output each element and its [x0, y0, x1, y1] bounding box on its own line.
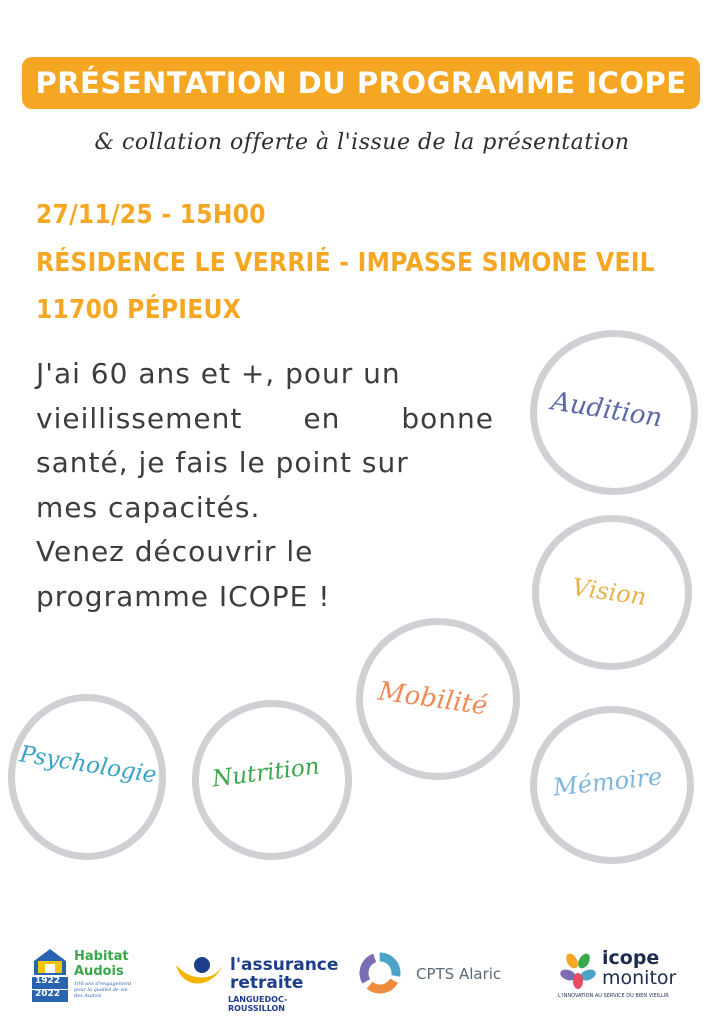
audition-label: Audition: [549, 386, 665, 434]
event-location: RÉSIDENCE LE VERRIÉ - IMPASSE SIMONE VEIL: [36, 248, 655, 278]
icope-name: icope: [602, 947, 660, 969]
body-line: J'ai 60 ans et +, pour un: [36, 357, 401, 390]
habitat-year-end: 2022: [35, 989, 61, 999]
body-line: santé, je fais le point sur: [36, 446, 409, 479]
icope-tagline: L'INNOVATION AU SERVICE DU BIEN VIEILLIR: [558, 993, 669, 999]
habitat-year-start: 1922: [35, 976, 61, 986]
event-date: 27/11/25 - 15H00: [36, 200, 266, 230]
assurance-name: retraite: [230, 973, 304, 993]
habitat-name: Habitat: [74, 949, 129, 964]
cpts-name: CPTS Alaric: [416, 965, 502, 983]
cpts-alaric-logo: [358, 945, 528, 1005]
assurance-retraite-logo: [172, 945, 339, 1013]
icope-flower-icon: [558, 951, 598, 991]
psychologie-label: Psychologie: [17, 741, 159, 789]
subtitle: & collation offerte à l'issue de la présentation: [94, 130, 630, 155]
icope-monitor-logo: [558, 945, 698, 1005]
habitat-tagline: 100 ans d'engagement pour la qualité de vie des Audois: [74, 981, 132, 999]
title-banner: [22, 57, 700, 109]
body-line: vieillissement en bonne: [36, 401, 494, 435]
assurance-swoosh-icon: [172, 955, 228, 995]
event-city: 11700 PÉPIEUX: [36, 295, 242, 325]
body-line: programme ICOPE !: [36, 579, 331, 613]
icope-name: monitor: [602, 967, 677, 989]
body-line: Venez découvrir le: [36, 535, 314, 568]
memoire-label: Mémoire: [551, 762, 664, 802]
habitat-audois-logo: [32, 945, 152, 1005]
body-text: [36, 352, 494, 619]
habitat-name: Audois: [74, 964, 124, 979]
vision-label: Vision: [570, 572, 649, 612]
cpts-ring-icon: [358, 951, 402, 995]
assurance-name: l'assurance: [230, 955, 339, 975]
body-line: mes capacités.: [36, 490, 261, 524]
mobilite-label: Mobilité: [376, 676, 490, 722]
assurance-region: LANGUEDOC-ROUSSILLON: [228, 995, 288, 1013]
page-title: PRÉSENTATION DU PROGRAMME ICOPE: [35, 66, 687, 100]
nutrition-label: Nutrition: [210, 753, 321, 793]
